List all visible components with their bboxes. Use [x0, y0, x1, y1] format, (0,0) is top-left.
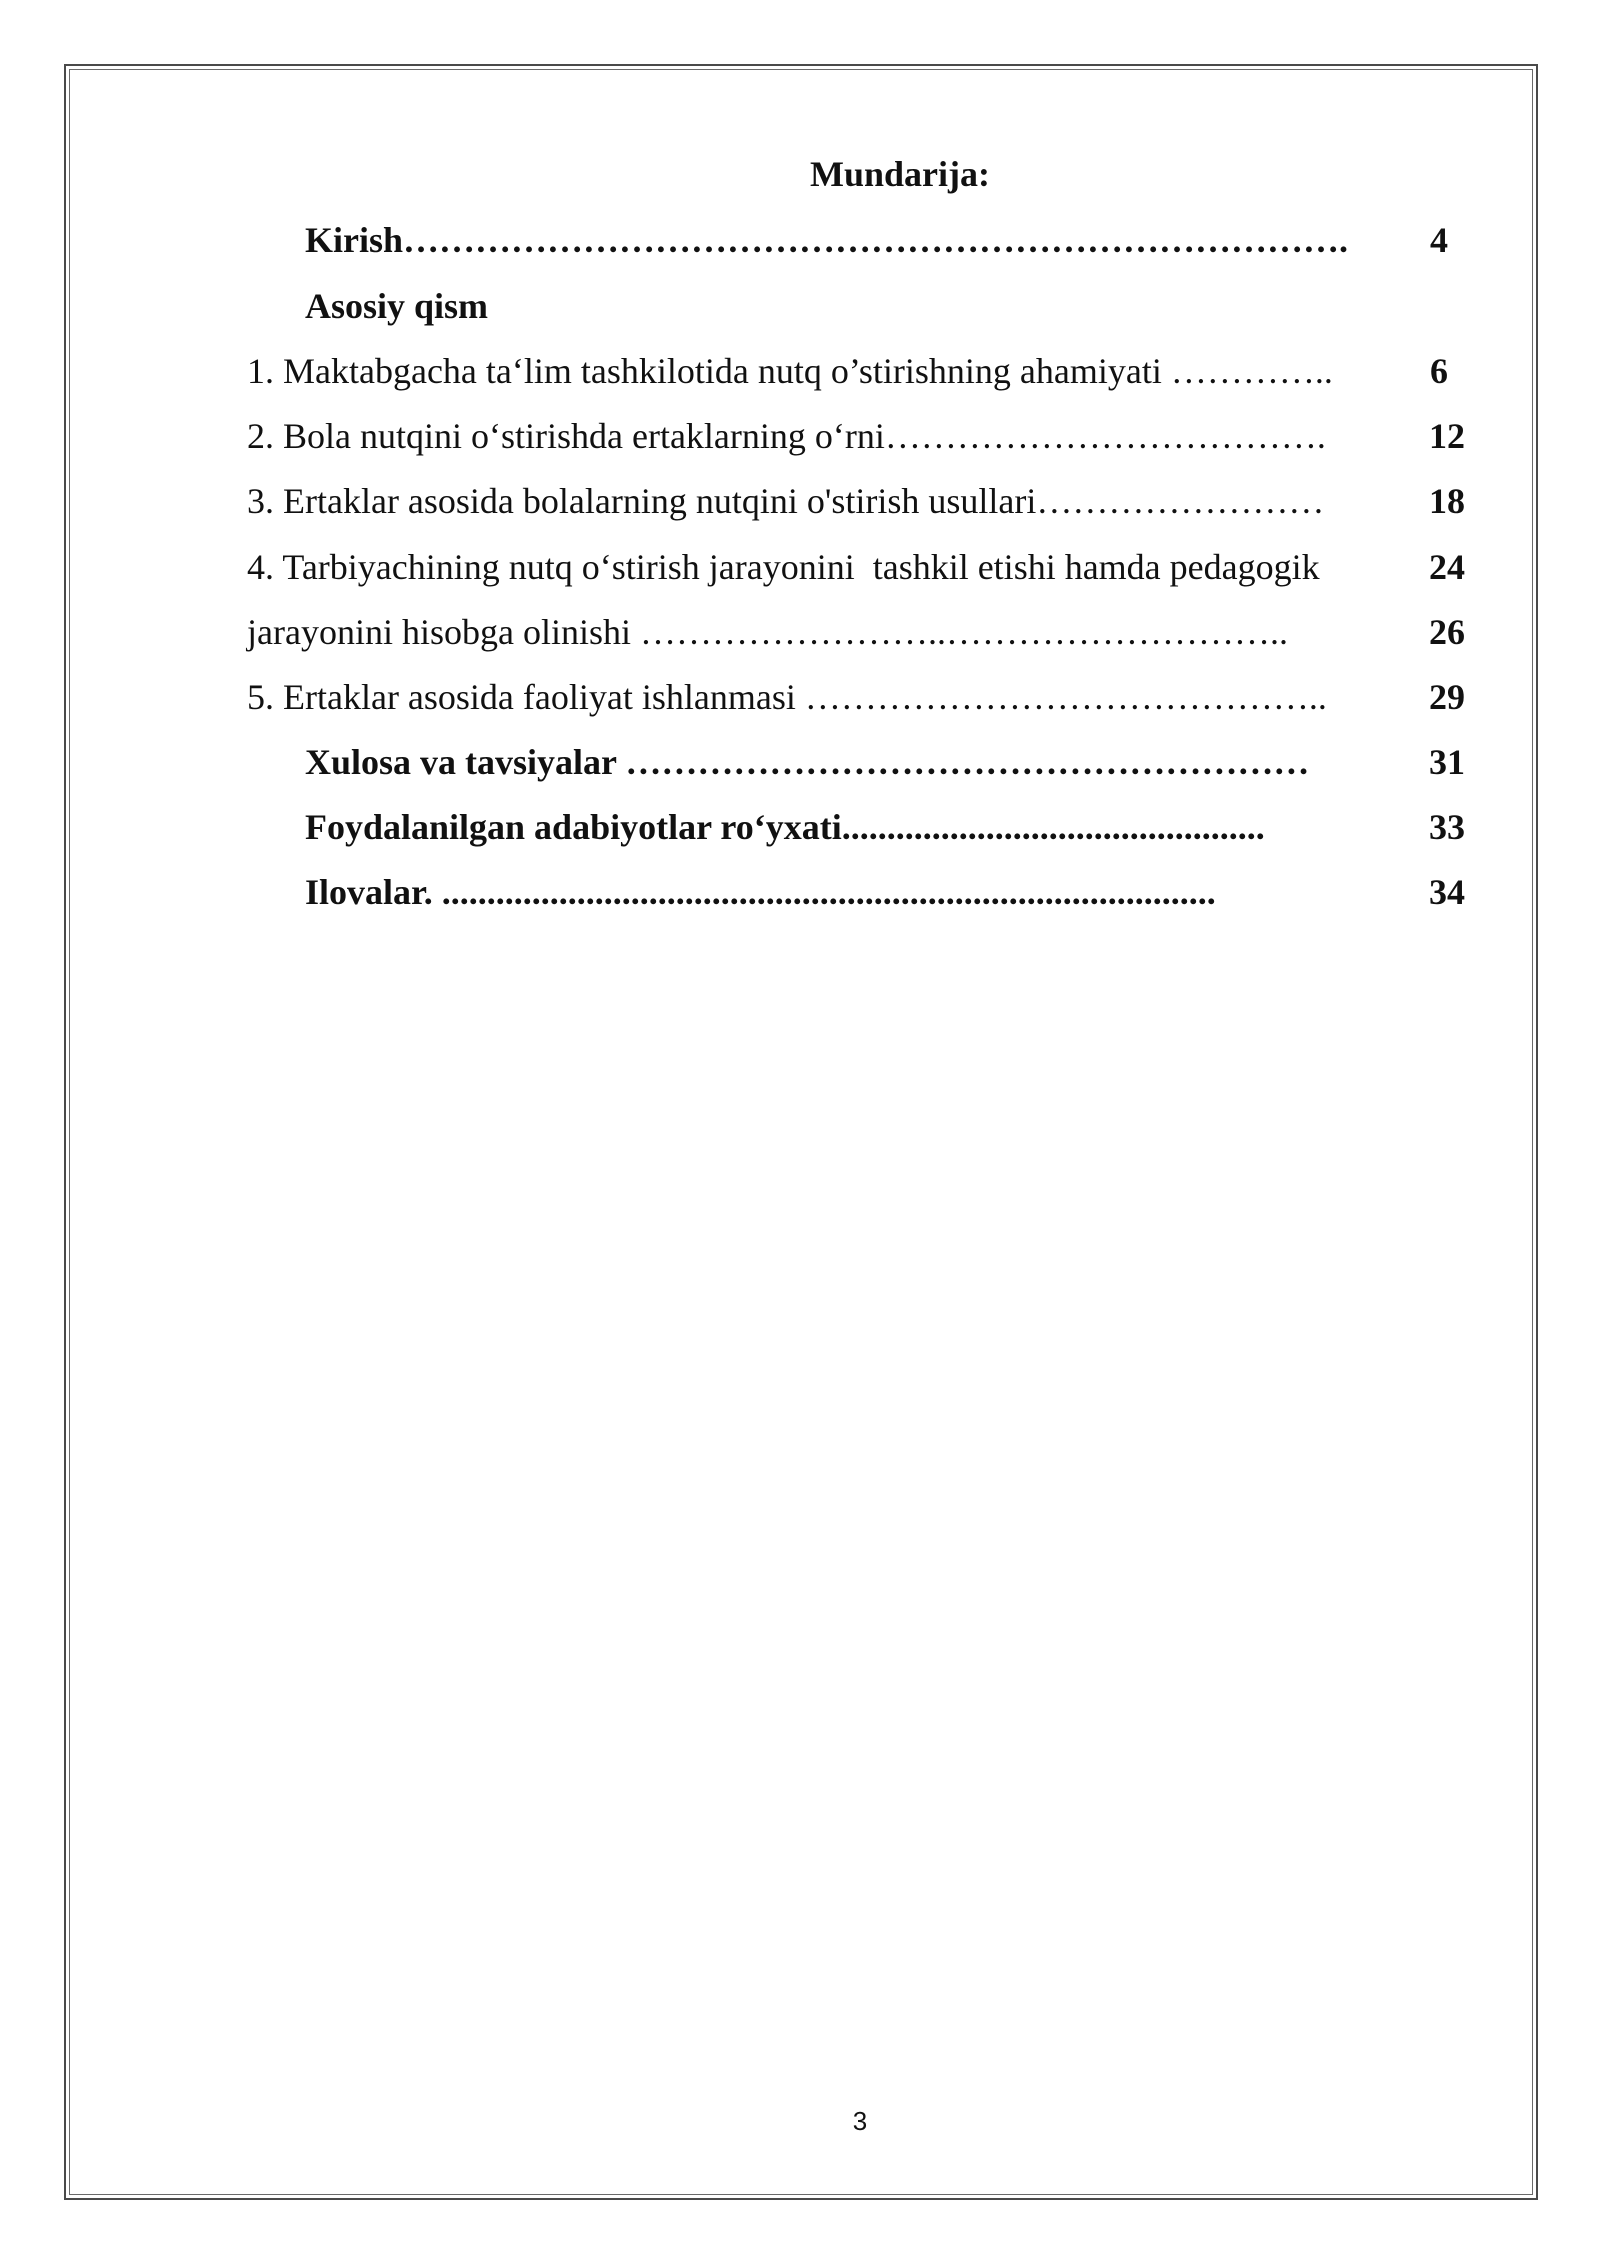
toc-entry-5[interactable]: [247, 675, 1327, 719]
toc-page-number: 12: [1429, 416, 1465, 456]
toc-entry-label: Asosiy qism: [305, 286, 489, 326]
toc-entry-label: 3. Ertaklar asosida bolalarning nutqini o'stirish usullari……………………: [247, 481, 1325, 521]
toc-entry-label: 1. Maktabgacha ta‘lim tashkilotida nutq o’stirishning ahamiyati …………..: [247, 351, 1333, 391]
toc-entry-kirish[interactable]: [305, 218, 1348, 262]
toc-entry-label: Kirish…………………………………………………………………….: [305, 220, 1349, 260]
toc-entry-2[interactable]: [247, 414, 1326, 458]
toc-entry-4[interactable]: [247, 545, 1320, 589]
toc-page-number: 18: [1429, 481, 1465, 521]
toc-entry-label: 4. Tarbiyachining nutq o‘stirish jarayonini tashkil etishi hamda pedagogik: [247, 547, 1320, 587]
toc-entry-xulosa[interactable]: [305, 740, 1309, 784]
toc-entry-adabiyotlar[interactable]: [305, 805, 1265, 849]
toc-entry-label: Ilovalar. ......................................................................................: [305, 872, 1216, 912]
toc-entry-ilovalar[interactable]: [305, 870, 1216, 914]
toc-entry-1[interactable]: [247, 349, 1333, 393]
toc-entry-label: jarayonini hisobga olinishi ……………………..………………………..: [247, 612, 1288, 652]
toc-page-number: 6: [1430, 351, 1448, 391]
toc-entry-label: Foydalanilgan adabiyotlar ro‘yxati...............................................: [305, 807, 1265, 847]
toc-page-number: 33: [1429, 807, 1465, 847]
toc-heading: Mundarija:: [810, 154, 990, 194]
toc-page-number: 31: [1429, 742, 1465, 782]
toc-page-number: 24: [1429, 547, 1465, 587]
toc-page-number: 34: [1429, 872, 1465, 912]
toc-section-asosiy[interactable]: [305, 284, 488, 328]
toc-page-number: 29: [1429, 677, 1465, 717]
toc-entry-4-continued[interactable]: [247, 610, 1288, 654]
toc-entry-label: 2. Bola nutqini o‘stirishda ertaklarning o‘rni……………………………….: [247, 416, 1326, 456]
toc-page-number: 4: [1430, 220, 1448, 260]
toc-entry-label: Xulosa va tavsiyalar …………………………………………………: [305, 742, 1310, 782]
page-number: 3: [852, 2106, 868, 2136]
toc-entry-label: 5. Ertaklar asosida faoliyat ishlanmasi ……………………………………..: [247, 677, 1327, 717]
toc-entry-3[interactable]: [247, 479, 1324, 523]
toc-page-number: 26: [1429, 612, 1465, 652]
